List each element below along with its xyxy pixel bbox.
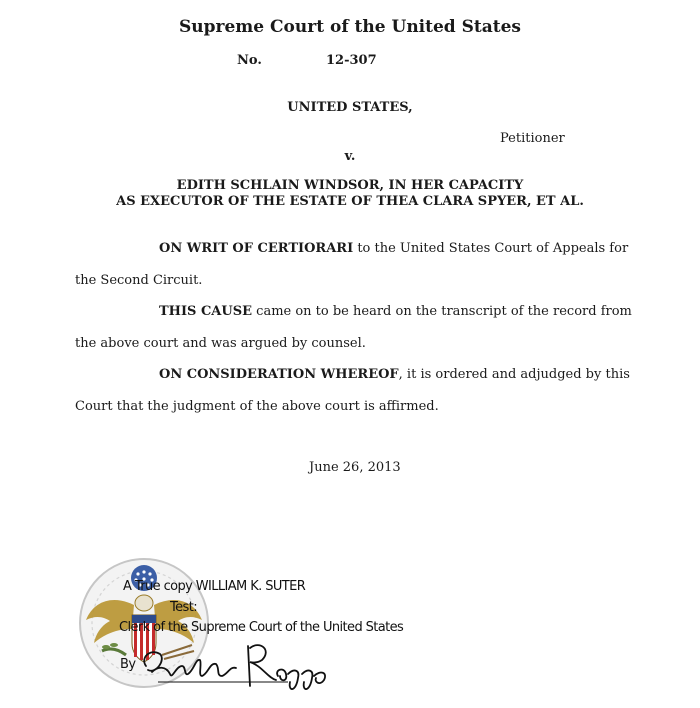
certification-line-2: Test: bbox=[170, 600, 197, 615]
court-title: Supreme Court of the United States bbox=[179, 17, 521, 37]
paragraph-2-line-2: the above court and was argued by counsel. bbox=[75, 336, 366, 351]
paragraph-3-lead: ON CONSIDERATION WHEREOF bbox=[159, 367, 399, 382]
paragraph-2-text: came on to be heard on the transcript of the record from bbox=[252, 304, 632, 319]
certification-line-4: By bbox=[120, 657, 136, 672]
certification-line-1: A True copy WILLIAM K. SUTER bbox=[123, 579, 306, 594]
paragraph-3-line-1 bbox=[159, 367, 630, 382]
paragraph-2-line-1 bbox=[159, 304, 632, 319]
petitioner-name: UNITED STATES, bbox=[287, 100, 413, 115]
paragraph-1-text: to the United States Court of Appeals for bbox=[353, 241, 629, 256]
paragraph-2-lead: THIS CAUSE bbox=[159, 304, 253, 319]
versus: v. bbox=[344, 149, 356, 164]
docket-number: 12-307 bbox=[326, 53, 377, 68]
respondent-line-2: AS EXECUTOR OF THE ESTATE OF THEA CLARA SPYER, ET AL. bbox=[116, 194, 584, 209]
docket-label: No. bbox=[237, 53, 262, 68]
respondent-line-1: EDITH SCHLAIN WINDSOR, IN HER CAPACITY bbox=[176, 178, 524, 193]
paragraph-3-line-2: Court that the judgment of the above court is affirmed. bbox=[75, 399, 439, 414]
clerk-signature bbox=[138, 636, 338, 696]
paragraph-3-text: , it is ordered and adjudged by this bbox=[398, 367, 630, 382]
paragraph-1-lead: ON WRIT OF CERTIORARI bbox=[159, 241, 354, 256]
petitioner-role: Petitioner bbox=[500, 131, 565, 146]
paragraph-1-line-1 bbox=[159, 241, 628, 256]
judgment-date: June 26, 2013 bbox=[309, 460, 401, 475]
paragraph-1-line-2: the Second Circuit. bbox=[75, 273, 203, 288]
certification-line-3: Clerk of the Supreme Court of the United States bbox=[119, 620, 404, 635]
